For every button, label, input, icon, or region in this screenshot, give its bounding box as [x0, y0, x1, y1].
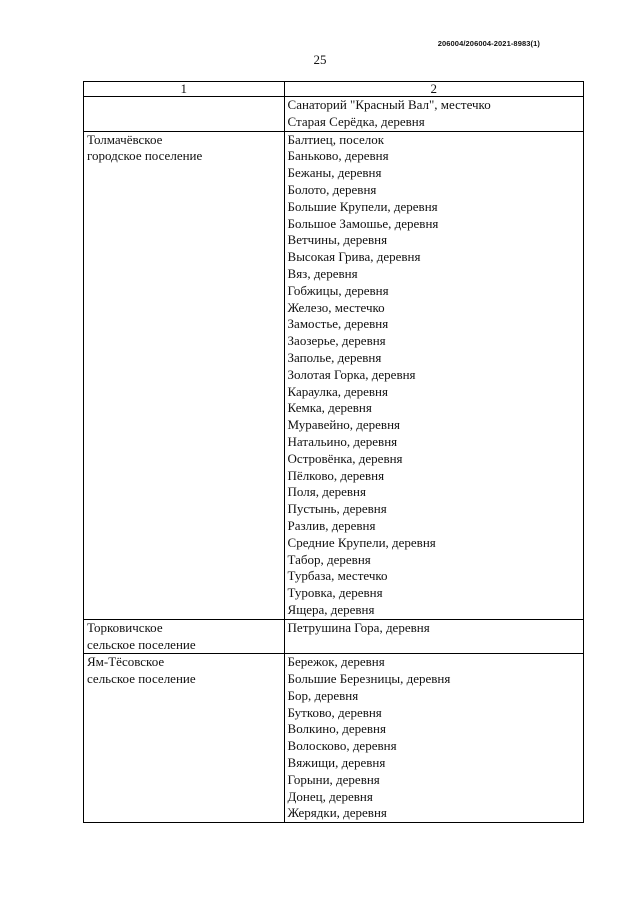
- locality-item: Болото, деревня: [287, 181, 377, 197]
- locality-item: Натальино, деревня: [287, 433, 398, 449]
- locality-item: Вяз, деревня: [287, 265, 358, 281]
- municipality-name-line: городское поселение: [87, 148, 203, 164]
- locality-item: Жерядки, деревня: [287, 805, 387, 821]
- table-row: [84, 619, 584, 654]
- locality-item: Петрушина Гора, деревня: [287, 619, 430, 635]
- table-header-row: [84, 82, 584, 97]
- locality-item: Заполье, деревня: [287, 349, 382, 365]
- locality-item: Пустынь, деревня: [287, 501, 387, 517]
- locality-item: Бежаны, деревня: [287, 165, 382, 181]
- locality-item: Кемка, деревня: [287, 400, 372, 416]
- table-row: [84, 131, 584, 619]
- localities-cell: [284, 97, 583, 132]
- municipality-cell: [84, 97, 285, 132]
- table-row: [84, 97, 584, 132]
- municipality-cell: [84, 619, 285, 654]
- locality-item: Балтиец, поселок: [287, 131, 385, 147]
- locality-item: Волосково, деревня: [287, 738, 397, 754]
- locality-item: Ящера, деревня: [287, 601, 375, 617]
- locality-item: Пёлково, деревня: [287, 467, 385, 483]
- localities-cell: [284, 654, 583, 823]
- locality-item: Островёнка, деревня: [287, 450, 403, 466]
- locality-item: Ветчины, деревня: [287, 232, 388, 248]
- locality-item: Заозерье, деревня: [287, 333, 386, 349]
- locality-item: Разлив, деревня: [287, 517, 376, 533]
- table-body: [84, 82, 584, 823]
- header-cell-1: 1: [84, 82, 285, 97]
- locality-item: Табор, деревня: [287, 551, 371, 567]
- locality-item: Железо, местечко: [287, 299, 385, 315]
- municipality-cell: [84, 131, 285, 619]
- localities-cell: [284, 131, 583, 619]
- locality-item: Туровка, деревня: [287, 585, 383, 601]
- municipality-cell: [84, 654, 285, 823]
- locality-item: Большие Березницы, деревня: [287, 671, 451, 687]
- locality-item: Большие Крупели, деревня: [287, 198, 438, 214]
- locality-item: Муравейно, деревня: [287, 417, 401, 433]
- locality-item: Баньково, деревня: [287, 148, 389, 164]
- locality-item: Замостье, деревня: [287, 316, 389, 332]
- locality-item: Бережок, деревня: [287, 654, 385, 670]
- localities-table: [83, 81, 584, 823]
- municipality-name-line: сельское поселение: [87, 636, 196, 652]
- locality-item: Средние Крупели, деревня: [287, 534, 436, 550]
- locality-item: Большое Замошье, деревня: [287, 215, 439, 231]
- locality-item: Старая Серёдка, деревня: [287, 113, 425, 129]
- locality-item: Караулка, деревня: [287, 383, 388, 399]
- locality-item: Золотая Горка, деревня: [287, 366, 416, 382]
- localities-cell: [284, 619, 583, 654]
- locality-item: Бутково, деревня: [287, 704, 382, 720]
- locality-item: Волкино, деревня: [287, 721, 386, 737]
- locality-item: Санаторий "Красный Вал", местечко: [287, 97, 491, 112]
- locality-item: Высокая Грива, деревня: [287, 249, 421, 265]
- municipality-name-line: Торковичское: [87, 619, 163, 635]
- locality-item: Донец, деревня: [287, 788, 373, 804]
- document-id: 206004/206004-2021-8983(1): [437, 39, 540, 48]
- municipality-name-line: Ям-Тёсовское: [87, 654, 165, 670]
- locality-item: Вяжищи, деревня: [287, 755, 386, 771]
- locality-item: Горыни, деревня: [287, 771, 380, 787]
- locality-item: Турбаза, местечко: [287, 568, 388, 584]
- table-row: [84, 654, 584, 823]
- locality-item: Поля, деревня: [287, 484, 366, 500]
- page-number: 25: [313, 52, 327, 67]
- header-cell-2: 2: [284, 82, 583, 97]
- municipality-name-line: Толмачёвское: [87, 131, 163, 147]
- municipality-name-line: сельское поселение: [87, 671, 196, 687]
- locality-item: Бор, деревня: [287, 687, 359, 703]
- locality-item: Гобжицы, деревня: [287, 282, 389, 298]
